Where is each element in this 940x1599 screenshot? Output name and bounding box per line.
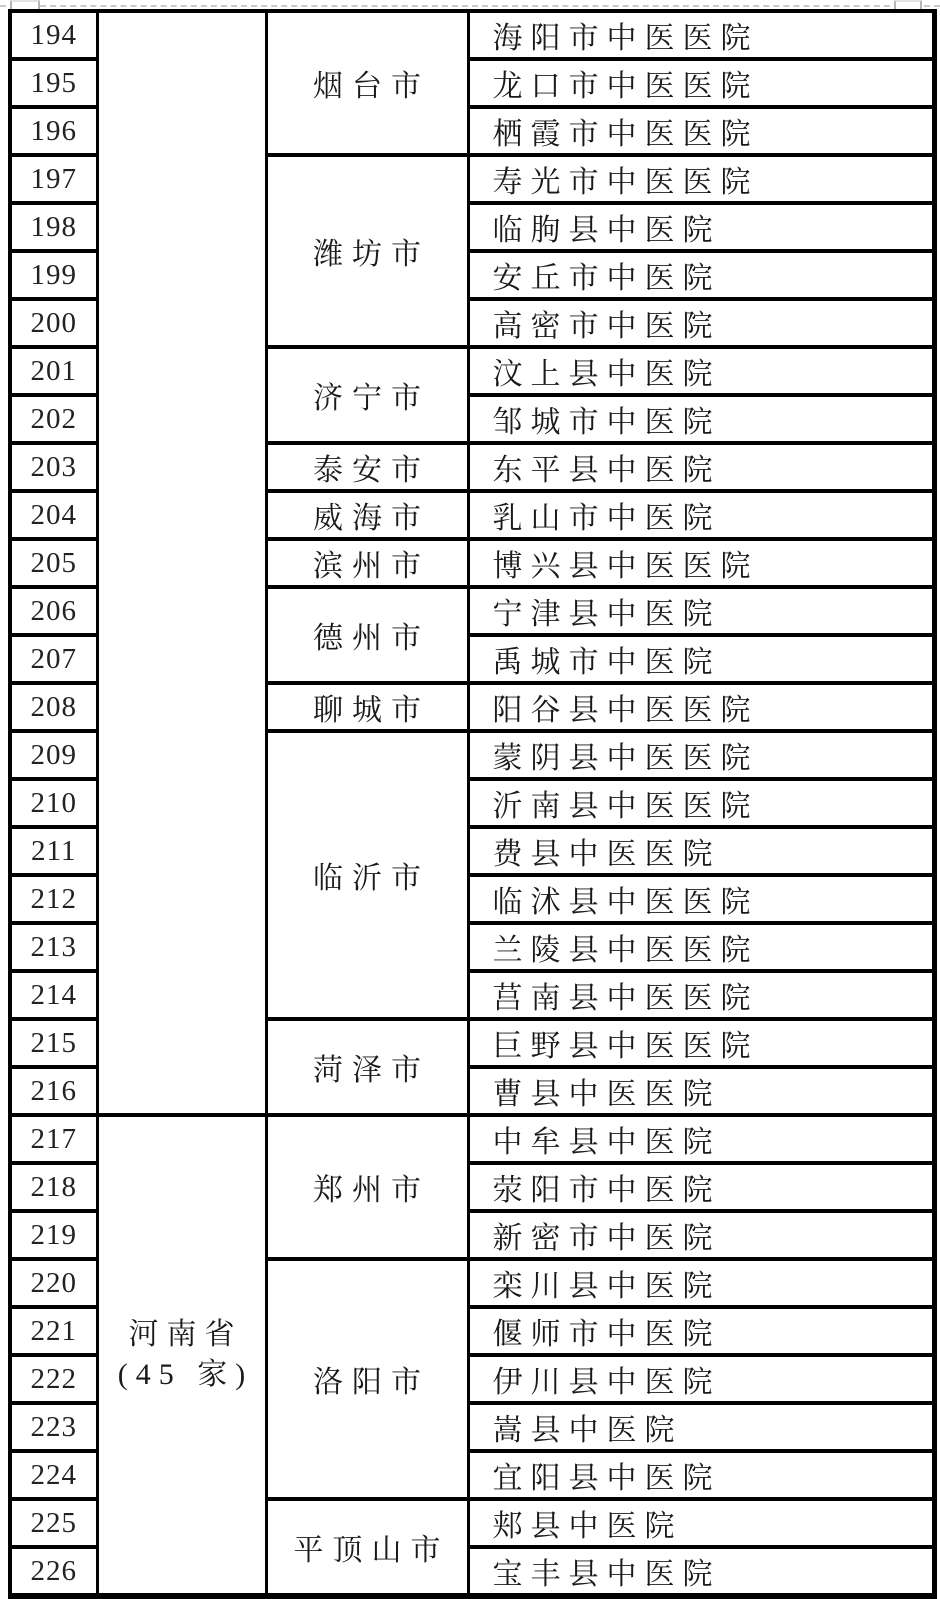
row-number-cell: 212: [10, 875, 97, 923]
province-count: (45 家): [117, 1358, 254, 1391]
table-row: [10, 11, 934, 59]
hospital-cell: 伊川县中医院: [468, 1355, 934, 1403]
hospital-cell: 栖霞市中医医院: [468, 107, 934, 155]
row-number-cell: 218: [10, 1163, 97, 1211]
hospital-cell: 龙口市中医医院: [468, 59, 934, 107]
row-number-cell: 209: [10, 731, 97, 779]
hospital-cell: 兰陵县中医医院: [468, 923, 934, 971]
row-number-cell: 211: [10, 827, 97, 875]
row-number-cell: 224: [10, 1451, 97, 1499]
hospital-cell: 巨野县中医医院: [468, 1019, 934, 1067]
city-cell: 潍坊市: [266, 155, 468, 347]
row-number-cell: 198: [10, 203, 97, 251]
province-cell: [97, 11, 266, 1115]
hospital-cell: 郏县中医院: [468, 1499, 934, 1547]
row-number-cell: 201: [10, 347, 97, 395]
city-cell: 聊城市: [266, 683, 468, 731]
hospital-cell: 禹城市中医院: [468, 635, 934, 683]
row-number-cell: 210: [10, 779, 97, 827]
hospital-cell: 安丘市中医院: [468, 251, 934, 299]
city-cell: 平顶山市: [266, 1499, 468, 1596]
hospital-cell: 曹县中医医院: [468, 1067, 934, 1115]
province-cell: [97, 1115, 266, 1596]
city-cell: 济宁市: [266, 347, 468, 443]
row-number-cell: 222: [10, 1355, 97, 1403]
row-number-cell: 219: [10, 1211, 97, 1259]
hospital-cell: 新密市中医院: [468, 1211, 934, 1259]
row-number-cell: 216: [10, 1067, 97, 1115]
hospital-cell: 莒南县中医医院: [468, 971, 934, 1019]
row-number-cell: 220: [10, 1259, 97, 1307]
row-number-cell: 195: [10, 59, 97, 107]
hospital-cell: 嵩县中医院: [468, 1403, 934, 1451]
row-number-cell: 221: [10, 1307, 97, 1355]
hospital-cell: 荥阳市中医院: [468, 1163, 934, 1211]
row-number-cell: 208: [10, 683, 97, 731]
row-number-cell: 223: [10, 1403, 97, 1451]
hospital-cell: 寿光市中医医院: [468, 155, 934, 203]
row-number-cell: 217: [10, 1115, 97, 1163]
city-cell: 洛阳市: [266, 1259, 468, 1499]
hospital-table: [8, 9, 937, 1599]
city-cell: 德州市: [266, 587, 468, 683]
row-number-cell: 196: [10, 107, 97, 155]
city-cell: 泰安市: [266, 443, 468, 491]
table-row: [10, 1115, 934, 1163]
row-number-cell: 199: [10, 251, 97, 299]
hospital-cell: 沂南县中医医院: [468, 779, 934, 827]
hospital-cell: 栾川县中医院: [468, 1259, 934, 1307]
city-cell: 烟台市: [266, 11, 468, 155]
hospital-cell: 临朐县中医院: [468, 203, 934, 251]
cropped-row-remnant-line: [0, 5, 940, 7]
row-number-cell: 207: [10, 635, 97, 683]
row-number-cell: 197: [10, 155, 97, 203]
row-number-cell: 215: [10, 1019, 97, 1067]
row-number-cell: 205: [10, 539, 97, 587]
hospital-cell: 博兴县中医医院: [468, 539, 934, 587]
province-name: 河南省: [128, 1317, 243, 1351]
city-cell: 威海市: [266, 491, 468, 539]
hospital-cell: 海阳市中医医院: [468, 11, 934, 59]
city-cell: 滨州市: [266, 539, 468, 587]
row-number-cell: 203: [10, 443, 97, 491]
hospital-cell: 邹城市中医院: [468, 395, 934, 443]
row-number-cell: 213: [10, 923, 97, 971]
row-number-cell: 202: [10, 395, 97, 443]
hospital-cell: 中牟县中医院: [468, 1115, 934, 1163]
row-number-cell: 200: [10, 299, 97, 347]
row-number-cell: 204: [10, 491, 97, 539]
hospital-cell: 宁津县中医院: [468, 587, 934, 635]
hospital-cell: 高密市中医院: [468, 299, 934, 347]
hospital-cell: 费县中医医院: [468, 827, 934, 875]
hospital-cell: 阳谷县中医医院: [468, 683, 934, 731]
hospital-cell: 宜阳县中医院: [468, 1451, 934, 1499]
row-number-cell: 225: [10, 1499, 97, 1547]
row-number-cell: 226: [10, 1547, 97, 1596]
hospital-cell: 汶上县中医院: [468, 347, 934, 395]
hospital-cell: 临沭县中医医院: [468, 875, 934, 923]
city-cell: 临沂市: [266, 731, 468, 1019]
hospital-cell: 偃师市中医院: [468, 1307, 934, 1355]
city-cell: 郑州市: [266, 1115, 468, 1259]
hospital-cell: 乳山市中医院: [468, 491, 934, 539]
row-number-cell: 214: [10, 971, 97, 1019]
row-number-cell: 194: [10, 11, 97, 59]
hospital-cell: 宝丰县中医院: [468, 1547, 934, 1596]
city-cell: 菏泽市: [266, 1019, 468, 1115]
hospital-cell: 蒙阴县中医医院: [468, 731, 934, 779]
hospital-cell: 东平县中医院: [468, 443, 934, 491]
row-number-cell: 206: [10, 587, 97, 635]
